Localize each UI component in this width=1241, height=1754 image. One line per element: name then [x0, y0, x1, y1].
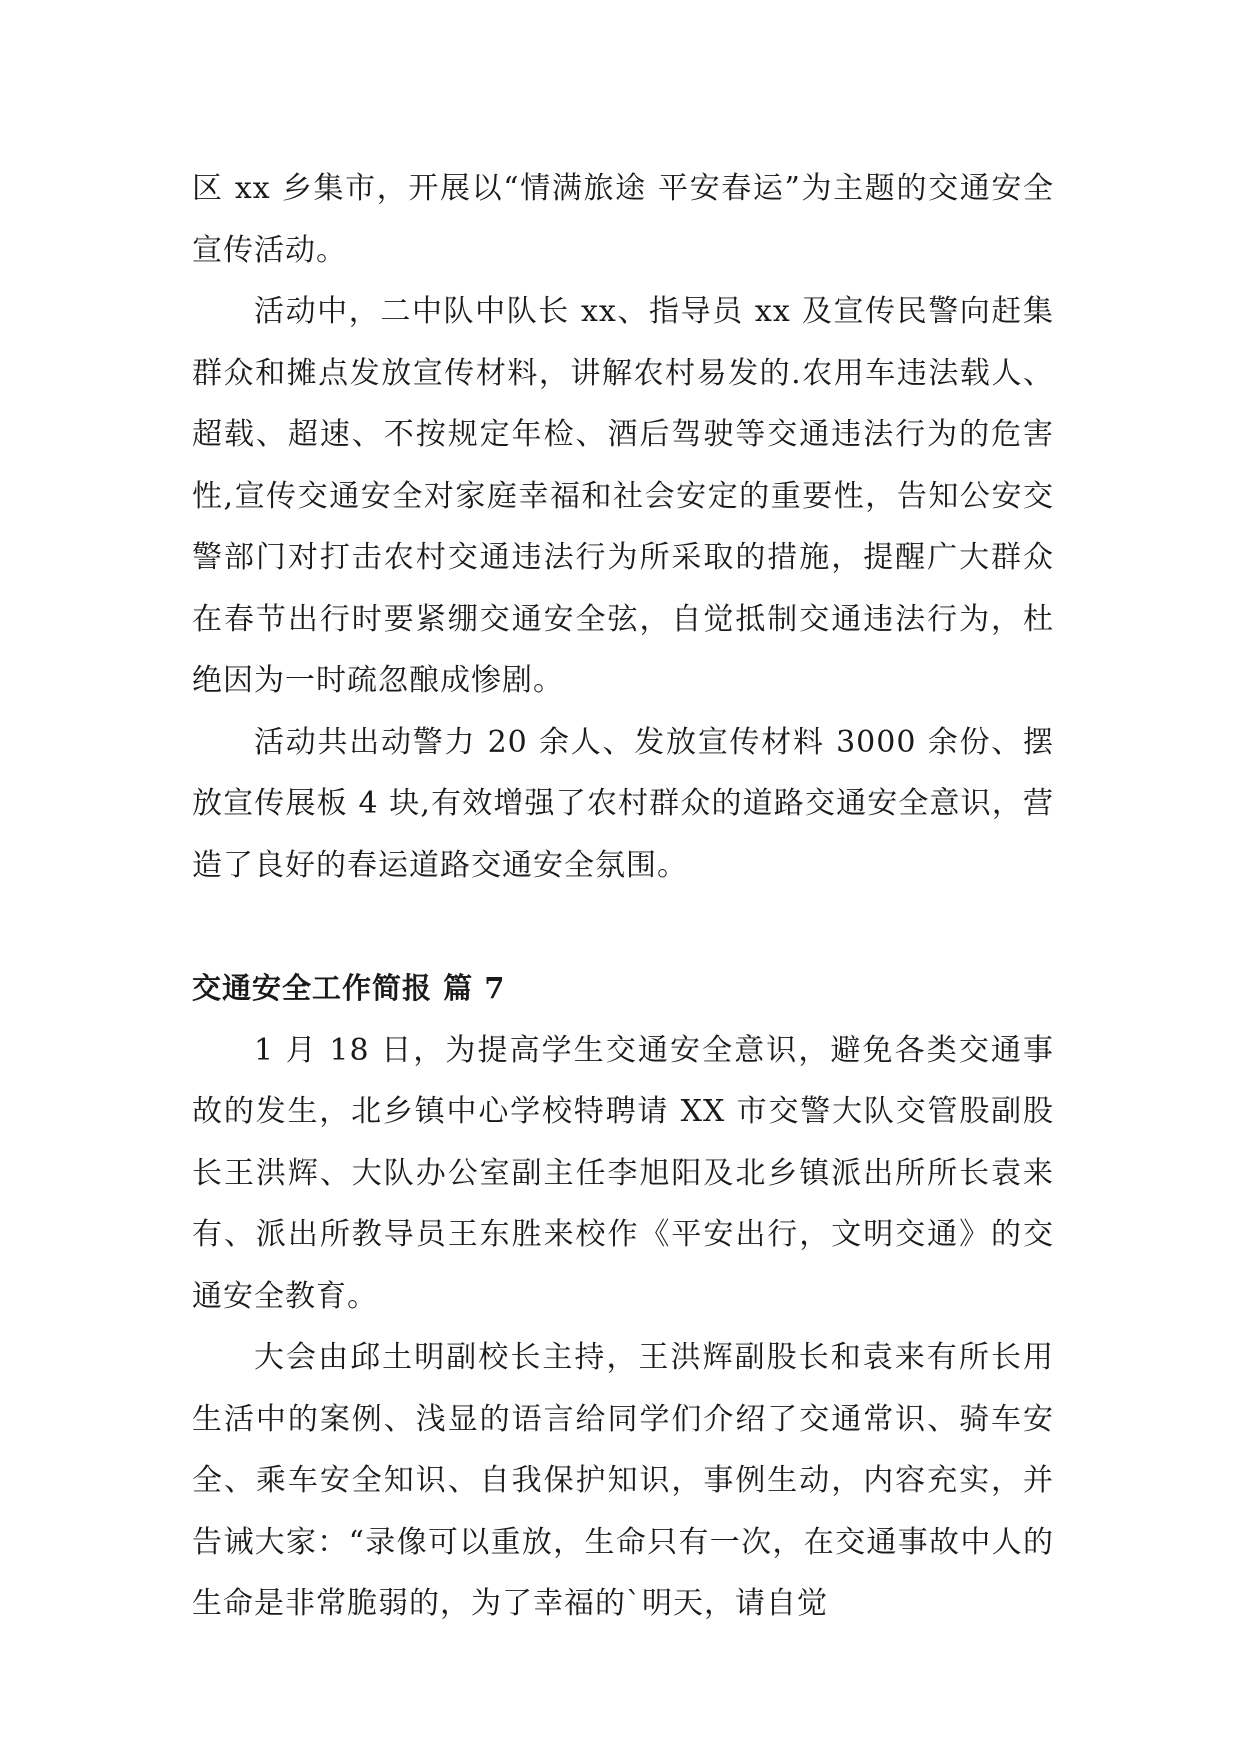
paragraph-continued: 区 xx 乡集市，开展以“情满旅途 平安春运”为主题的交通安全宣传活动。	[192, 171, 1054, 268]
section-heading: 交通安全工作简报 篇 7	[192, 971, 506, 1005]
paragraph-school-education: 1 月 18 日，为提高学生交通安全意识，避免各类交通事故的发生，北乡镇中心学校特聘请 XX 市交警大队交管股副股长王洪辉、大队办公室副主任李旭阳及北乡镇派出所所长袁来有、派出所教导员王东胜来校作《平安出行，文明交通》的交通安全教育。	[192, 1032, 1054, 1314]
paragraph-activity-details: 活动中，二中队中队长 xx、指导员 xx 及宣传民警向赶集群众和摊点发放宣传材料，讲解农村易发的.农用车违法载人、超载、超速、不按规定年检、酒后驾驶等交通违法行为的危害性,宣传交通安全对家庭幸福和社会安定的重要性，告知公安交警部门对打击农村交通违法行为所采取的措施，提醒广大群众在春节出行时要紧绷交通安全弦，自觉抵制交通违法行为，杜绝因为一时疏忽酿成惨剧。	[192, 294, 1054, 698]
paragraph-meeting: 大会由邱土明副校长主持，王洪辉副股长和袁来有所长用生活中的案例、浅显的语言给同学们介绍了交通常识、骑车安全、乘车安全知识、自我保护知识，事例生动，内容充实，并告诫大家：“录像可以重放，生命只有一次，在交通事故中人的生命是非常脆弱的，为了幸福的`明天，请自觉	[192, 1340, 1054, 1621]
paragraph-activity-summary: 活动共出动警力 20 余人、发放宣传材料 3000 余份、摆放宣传展板 4 块,有效增强了农村群众的道路交通安全意识，营造了良好的春运道路交通安全氛围。	[192, 724, 1054, 883]
document-body	[192, 158, 1054, 1635]
